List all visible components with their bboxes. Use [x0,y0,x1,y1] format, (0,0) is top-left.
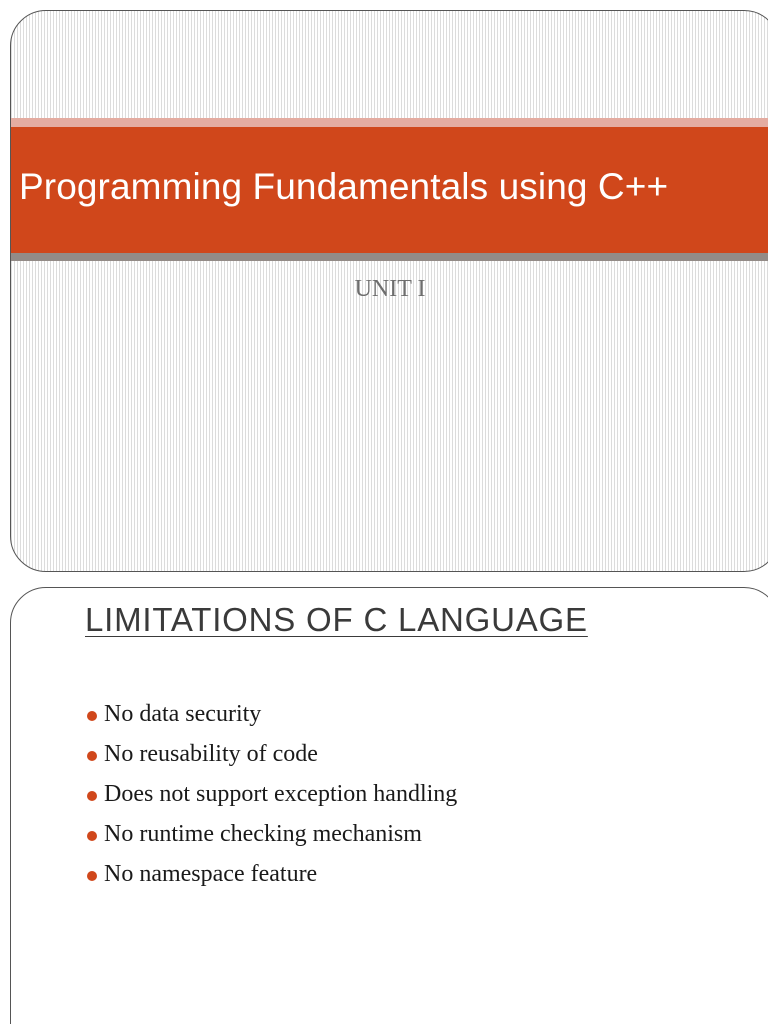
bullet-dot-icon [87,831,97,841]
title-slide [10,10,768,572]
bullet-list [87,701,457,901]
bullet-item [87,821,457,861]
title-bar-bottom-band [11,253,768,261]
bullet-item [87,861,457,901]
bullet-text: Does not support exception handling [104,781,458,807]
bullet-text: No reusability of code [104,741,318,767]
slide-title: Programming Fundamentals using C++ [19,166,669,207]
bullet-dot-icon [87,711,97,721]
bullet-dot-icon [87,751,97,761]
bullet-text: No namespace feature [104,861,318,887]
bullet-dot-icon [87,791,97,801]
slide-heading: LIMITATIONS OF C LANGUAGE [85,601,588,638]
bullet-text: No data security [104,701,262,727]
bullet-item [87,701,457,741]
bullet-item [87,781,457,821]
bullet-dot-icon [87,871,97,881]
bullet-text: No runtime checking mechanism [104,821,422,847]
title-bar-top-band [11,118,768,127]
slide-subtitle: UNIT I [354,276,426,302]
content-slide [10,587,768,1024]
bullet-item [87,741,457,781]
